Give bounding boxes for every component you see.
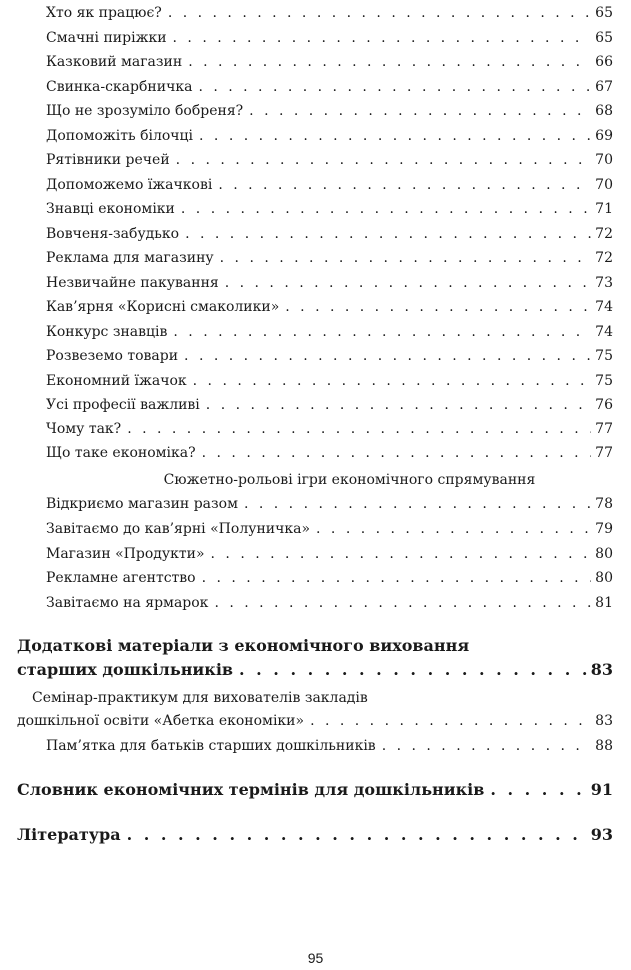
leader-dots [310,712,591,730]
toc-entry-title: Пам’ятка для батьків старших дошкільників [46,738,376,754]
leader-dots [244,495,591,513]
leader-dots [202,569,592,587]
toc-entry-title: Рятівники речей [46,152,170,168]
leader-dots [490,780,586,800]
leader-dots [249,102,591,120]
leader-dots [220,249,592,267]
toc-major-entry [17,825,613,845]
toc-entry-title: Економний їжачок [46,373,187,389]
toc-major-entry [17,780,613,800]
toc-entry-title: дошкільної освіти «Абетка економіки» [17,713,305,729]
toc-entry-page: 70 [595,177,613,193]
toc-entry [46,347,613,365]
toc-entry-title: Завітаємо до кав’ярні «Полуничка» [46,521,311,537]
toc-entry-title: Допоможемо їжачкові [46,177,213,193]
toc-entry [46,298,613,316]
additional-title-line1: Додаткові матеріали з економічного виховання [17,636,470,655]
toc-entry [46,4,613,22]
leader-dots [176,151,592,169]
toc-entry [46,420,613,438]
toc-entry-title: Що не зрозуміло бобреня? [46,103,244,119]
toc-entry [46,444,613,462]
toc-entry [46,396,613,414]
toc-entry-page: 76 [595,397,613,413]
toc-entry-title: Розвеземо товари [46,348,179,364]
leader-dots [168,4,591,22]
leader-dots [173,323,591,341]
toc-major-entry [17,660,613,680]
leader-dots [214,594,591,612]
toc-entry-title: Завітаємо на ярмарок [46,595,209,611]
toc-entry-title: Хто як працює? [46,5,162,21]
toc-entry [46,737,613,755]
leader-dots [199,127,591,145]
toc-entry-title: Магазин «Продукти» [46,546,205,562]
toc-entry [46,249,613,267]
toc-entry-title: Усі професії важливі [46,397,200,413]
toc-entry-page: 72 [595,250,613,266]
toc-entry-page: 75 [595,348,613,364]
leader-dots [225,274,591,292]
seminar-title-line1: Семінар-практикум для вихователів закладів [32,690,368,706]
role-games-heading: Сюжетно-рольові ігри економічного спрямування [163,472,536,488]
leader-dots [218,176,591,194]
leader-dots [185,225,591,243]
toc-entry [46,127,613,145]
toc-entry-page: 72 [595,226,613,242]
leader-dots [211,545,592,563]
leader-dots [193,372,592,390]
toc-entry-page: 78 [595,496,613,512]
leader-dots [127,420,591,438]
leader-dots [184,347,591,365]
toc-entry-title: Свинка-скарбничка [46,79,193,95]
toc-entry-title: Реклама для магазину [46,250,214,266]
leader-dots [382,737,591,755]
toc-entry-title: Допоможіть білочці [46,128,194,144]
toc-entry-title: Кав’ярня «Корисні смаколики» [46,299,280,315]
toc-entry-title: Казковий магазин [46,54,183,70]
literature-page: 93 [590,825,613,844]
toc-entry-page: 88 [595,738,613,754]
toc-entry-page: 80 [595,546,613,562]
toc-entry [46,200,613,218]
toc-entry-title: Рекламне агентство [46,570,196,586]
leader-dots [316,520,591,538]
toc-entry-page: 65 [595,30,613,46]
toc-entry-title: Знавці економіки [46,201,175,217]
toc-entry [46,78,613,96]
toc-entry-page: 74 [595,299,613,315]
toc-entry-page: 83 [590,660,613,679]
toc-entry-page: 65 [595,5,613,21]
toc-entry-page: 74 [595,324,613,340]
toc-entry-title: Відкриємо магазин разом [46,496,238,512]
leader-dots [181,200,591,218]
toc-entry-page: 77 [595,445,613,461]
toc-entry-page: 71 [595,201,613,217]
toc-entry [17,712,613,730]
leader-dots [285,298,591,316]
toc-entry-page: 70 [595,152,613,168]
toc-entry-page: 79 [595,521,613,537]
toc-entry [46,53,613,71]
toc-entry-page: 75 [595,373,613,389]
glossary-title: Словник економічних термінів для дошкільників [17,780,485,799]
literature-title: Література [17,825,121,844]
toc-entry [46,29,613,47]
toc-entry-title: Чому так? [46,421,122,437]
leader-dots [127,825,587,845]
leader-dots [173,29,592,47]
toc-entry-page: 68 [595,103,613,119]
toc-entry-title: Вовченя-забудько [46,226,180,242]
toc-entry [46,372,613,390]
toc-entry-page: 69 [595,128,613,144]
toc-entry-title: Що таке економіка? [46,445,196,461]
toc-entry [46,151,613,169]
toc-entry [46,594,613,612]
toc-entry [46,545,613,563]
toc-entry-page: 80 [595,570,613,586]
leader-dots [198,78,591,96]
toc-entry [46,569,613,587]
toc-entry-title: Смачні пиріжки [46,30,167,46]
page-number: 95 [307,950,324,966]
toc-entry [46,495,613,513]
toc-entry-page: 66 [595,54,613,70]
toc-entry [46,323,613,341]
toc-entry [46,102,613,120]
leader-dots [206,396,591,414]
toc-entry [46,176,613,194]
toc-entry-page: 83 [595,713,613,729]
glossary-page: 91 [590,780,613,799]
leader-dots [188,53,591,71]
toc-entry [46,274,613,292]
toc-entry-page: 81 [595,595,613,611]
toc-entry-title: Конкурс знавців [46,324,168,340]
toc-entry-page: 67 [595,79,613,95]
toc-entry [46,225,613,243]
toc-entry-title: старших дошкільників [17,660,234,679]
toc-entry-page: 77 [595,421,613,437]
leader-dots [202,444,592,462]
toc-entry-title: Незвичайне пакування [46,275,219,291]
toc-entry-page: 73 [595,275,613,291]
toc-entry [46,520,613,538]
leader-dots [239,660,587,680]
